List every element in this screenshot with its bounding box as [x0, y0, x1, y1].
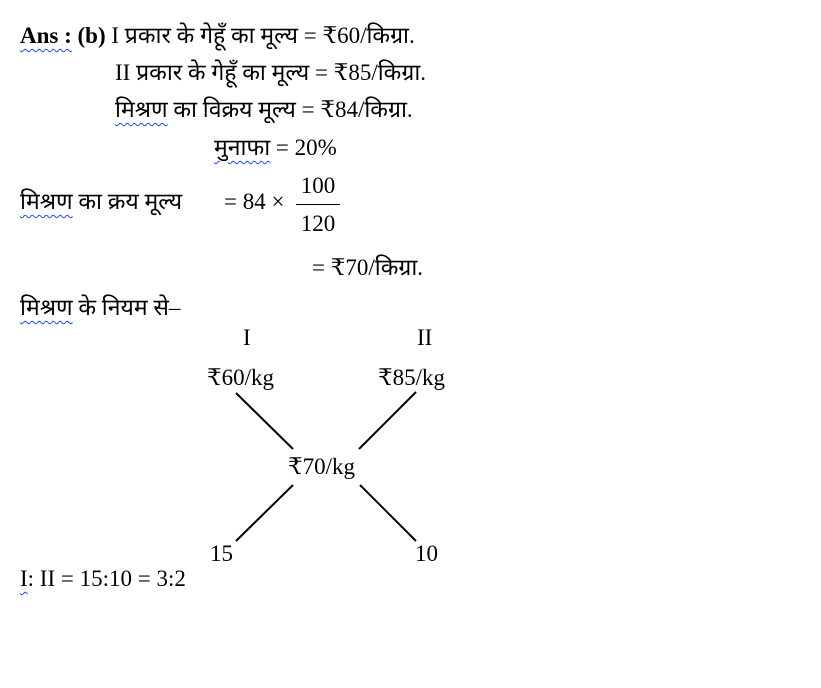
cost-expression: = 84 × — [224, 189, 285, 214]
cross-line-bottom-left — [236, 485, 293, 541]
mixture-word: मिश्रण — [20, 295, 73, 320]
mean-price: ₹70/kg — [288, 454, 356, 479]
left-price: ₹60/kg — [207, 365, 275, 390]
fraction-denominator: 120 — [300, 211, 336, 236]
answer-prefix: Ans : — [20, 23, 72, 48]
cross-line-top-right — [359, 392, 416, 449]
selling-price-text: का विक्रय मूल्य = ₹84/किग्रा. — [173, 97, 413, 122]
ratio-result-prefix: I — [20, 566, 28, 591]
ratio-result — [20, 565, 186, 593]
cross-line-bottom-right — [360, 485, 416, 541]
alligation-rule-text: के नियम से– — [78, 295, 181, 320]
left-ratio: 15 — [210, 541, 233, 566]
right-label: II — [417, 325, 433, 350]
left-label: I — [243, 325, 251, 350]
right-ratio: 10 — [415, 541, 438, 566]
mixture-word: मिश्रण — [20, 189, 73, 214]
fraction-numerator: 100 — [296, 172, 340, 205]
ratio-result-text: : II = 15:10 = 3:2 — [27, 566, 186, 591]
cost-price-text: का क्रय मूल्य — [78, 189, 183, 214]
profit-value: = 20% — [275, 135, 337, 160]
right-price: ₹85/kg — [378, 365, 446, 390]
mixture-word: मिश्रण — [115, 97, 168, 122]
answer-option: (b) — [77, 23, 106, 48]
cross-line-top-left — [236, 393, 293, 449]
price-type-1: I प्रकार के गेहूँ का मूल्य = ₹60/किग्रा. — [111, 23, 415, 48]
cost-price-result: = ₹70/किग्रा. — [312, 255, 424, 280]
profit-word: मुनाफा — [214, 135, 271, 160]
price-type-2: II प्रकार के गेहूँ का मूल्य = ₹85/किग्रा. — [115, 60, 427, 85]
